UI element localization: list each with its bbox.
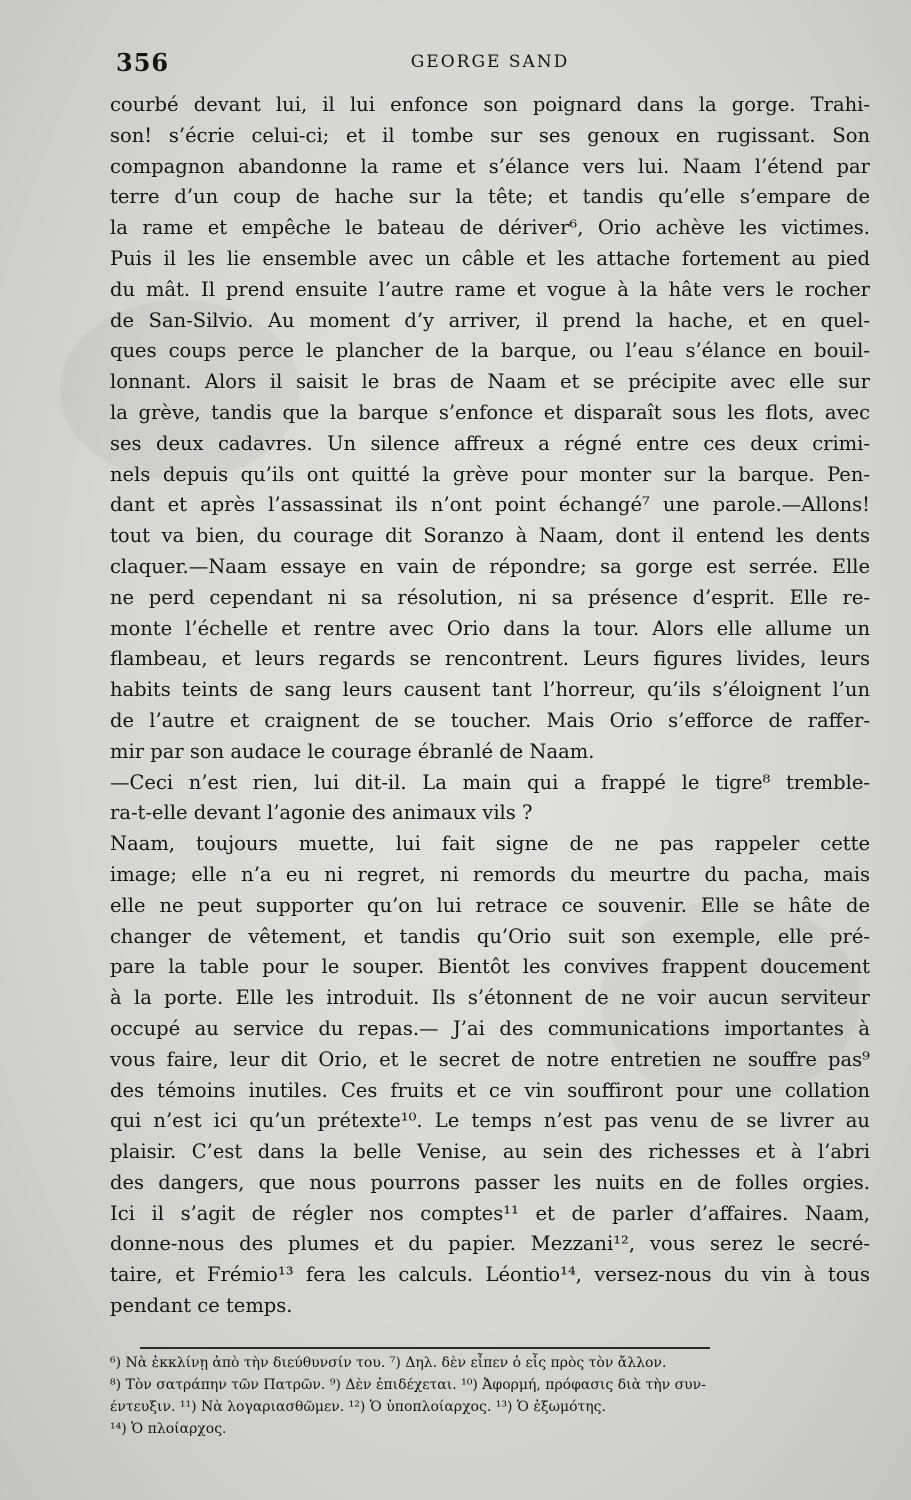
text-line: ne perd cependant ni sa résolution, ni sa présence d’esprit. Elle re-	[110, 585, 870, 609]
text-line: changer de vêtement, et tandis qu’Orio suit son exemple, elle pré-	[110, 924, 870, 948]
text-line: Puis il les lie ensemble avec un câble et les attache fortement au pied	[110, 246, 870, 270]
text-line: habits teints de sang leurs causent tant l’horreur, qu’ils s’éloignent l’un	[110, 678, 870, 702]
text-line: de l’autre et craignent de se toucher. Mais Orio s’efforce de raffer-	[110, 708, 870, 732]
text-line: la rame et empêche le bateau de dériver⁶, Orio achève les victimes.	[110, 216, 870, 240]
body-text	[110, 90, 870, 1322]
text-line: ques coups perce le plancher de la barque, ou l’eau s’élance en bouil-	[110, 339, 870, 363]
text-line: mir par son audace le courage ébranlé de Naam.	[110, 739, 595, 763]
text-line: ra-t-elle devant l’agonie des animaux vils ?	[110, 801, 533, 825]
text-line: —Ceci n’est rien, lui dit-il. La main qui a frappé le tigre⁸ tremble-	[110, 770, 870, 794]
footnote-line: ¹⁴) Ὁ πλοίαρχος.	[110, 1421, 227, 1437]
text-line: ses deux cadavres. Un silence affreux a régné entre ces deux crimi-	[110, 431, 870, 455]
text-line: vous faire, leur dit Orio, et le secret de notre entretien ne souffre pas⁹	[110, 1047, 870, 1071]
text-line: monte l’échelle et rentre avec Orio dans la tour. Alors elle allume un	[110, 616, 870, 640]
text-line: nels depuis qu’ils ont quitté la grève pour monter sur la barque. Pen-	[110, 462, 870, 486]
text-line: tout va bien, du courage dit Soranzo à Naam, dont il entend les dents	[110, 524, 870, 548]
text-line: Naam, toujours muette, lui fait signe de ne pas rappeler cette	[110, 832, 870, 856]
text-line: taire, et Frémio¹³ fera les calculs. Léontio¹⁴, versez-nous du vin à tous	[110, 1263, 870, 1287]
text-line: image; elle n’a eu ni regret, ni remords du meurtre du pacha, mais	[110, 862, 870, 886]
text-line: compagnon abandonne la rame et s’élance vers lui. Naam l’étend par	[110, 154, 870, 178]
text-line: pendant ce temps.	[110, 1294, 293, 1318]
footnotes	[110, 1352, 870, 1440]
running-title: GEORGE SAND	[410, 52, 570, 72]
text-line: pare la table pour le souper. Bientôt les convives frappent doucement	[110, 955, 870, 979]
text-line: courbé devant lui, il lui enfonce son poignard dans la gorge. Trahi-	[110, 93, 870, 116]
footnote-rule	[140, 1347, 710, 1349]
text-line: à la porte. Elle les introduit. Ils s’étonnent de ne voir aucun serviteur	[110, 986, 870, 1010]
text-line: terre d’un coup de hache sur la tête; et tandis qu’elle s’empare de	[110, 185, 870, 209]
footnote-line: έντευξιν. ¹¹) Νὰ λογαριασθῶμεν. ¹²) Ὁ ὑποπλοίαρχος. ¹³) Ὁ ἐξωμότης.	[110, 1399, 606, 1415]
text-line: son! s’écrie celui-ci; et il tombe sur ses genoux en rugissant. Son	[110, 123, 870, 147]
text-line: des témoins inutiles. Ces fruits et ce vin souffiront pour une collation	[110, 1078, 870, 1102]
text-line: Ici il s’agit de régler nos comptes¹¹ et de parler d’affaires. Naam,	[110, 1201, 870, 1225]
text-line: plaisir. C’est dans la belle Venise, au sein des richesses et à l’abri	[110, 1140, 870, 1164]
running-head	[110, 48, 870, 78]
text-line: occupé au service du repas.— J’ai des communications importantes à	[110, 1016, 870, 1040]
text-line: qui n’est ici qu’un prétexte¹⁰. Le temps n’est pas venu de se livrer au	[110, 1109, 870, 1133]
text-line: flambeau, et leurs regards se rencontrent. Leurs figures livides, leurs	[110, 647, 870, 671]
footnote-line: ⁸) Τὸν σατράπην τῶν Πατρῶν. ⁹) Δὲν ἐπιδέχεται. ¹⁰) Ἀφορμή, πρόφασις διὰ τὴν συν-	[110, 1377, 706, 1393]
footnote-line: ⁶) Νὰ ἐκκλίνῃ ἀπὸ τὴν διεύθυνσίν του. ⁷) Δηλ. δὲν εἶπεν ὁ εἷς πρὸς τὸν ἄλλον.	[110, 1355, 667, 1371]
text-line: du mât. Il prend ensuite l’autre rame et vogue à la hâte vers le rocher	[110, 277, 870, 301]
text-line: de San-Silvio. Au moment d’y arriver, il prend la hache, et en quel-	[110, 308, 870, 332]
page-number: 356	[116, 48, 170, 77]
text-line: claquer.—Naam essaye en vain de répondre; sa gorge est serrée. Elle	[110, 554, 870, 578]
text-line: donne-nous des plumes et du papier. Mezzani¹², vous serez le secré-	[110, 1232, 870, 1256]
text-line: elle ne peut supporter qu’on lui retrace ce souvenir. Elle se hâte de	[110, 893, 870, 917]
text-line: dant et après l’assassinat ils n’ont point échangé⁷ une parole.—Allons!	[110, 493, 870, 517]
text-line: lonnant. Alors il saisit le bras de Naam et se précipite avec elle sur	[110, 370, 870, 394]
text-line: des dangers, que nous pourrons passer les nuits en de folles orgies.	[110, 1170, 870, 1194]
text-line: la grève, tandis que la barque s’enfonce et disparaît sous les flots, avec	[110, 400, 870, 424]
